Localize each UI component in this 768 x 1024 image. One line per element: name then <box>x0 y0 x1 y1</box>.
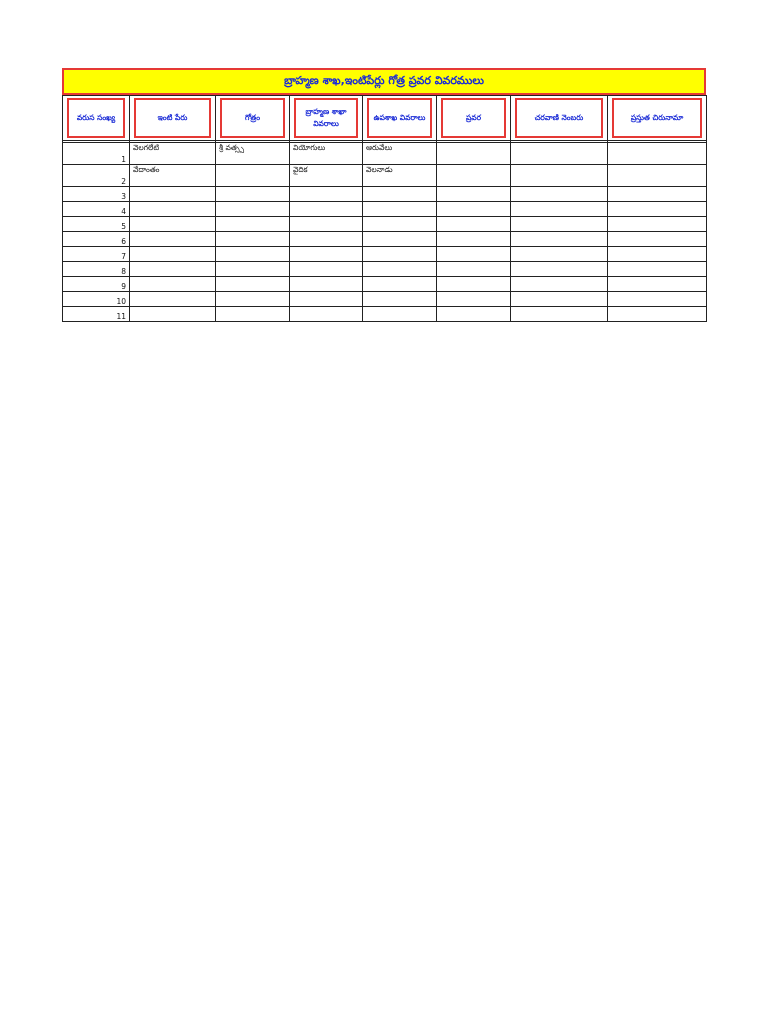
table-row <box>63 143 707 165</box>
table-cell[interactable] <box>216 277 290 292</box>
table-cell[interactable] <box>608 262 707 277</box>
table-cell[interactable] <box>511 232 608 247</box>
table-cell[interactable] <box>511 277 608 292</box>
table-cell[interactable] <box>216 307 290 322</box>
table-cell[interactable] <box>437 202 511 217</box>
table-cell[interactable]: వియోగులు <box>290 143 363 165</box>
table-row <box>63 165 707 187</box>
table-cell[interactable] <box>608 232 707 247</box>
table-cell[interactable] <box>290 277 363 292</box>
header-row <box>63 96 707 141</box>
row-number-cell[interactable]: 8 <box>63 262 130 277</box>
table-cell[interactable] <box>437 307 511 322</box>
table-cell[interactable] <box>216 217 290 232</box>
table-cell[interactable] <box>608 277 707 292</box>
table-cell[interactable] <box>290 232 363 247</box>
table-cell[interactable]: శ్రీ వత్స్స <box>216 143 290 165</box>
data-table <box>62 95 707 322</box>
table-cell[interactable] <box>130 247 216 262</box>
table-cell[interactable] <box>511 307 608 322</box>
table-cell[interactable] <box>363 277 437 292</box>
row-number-cell[interactable]: 2 <box>63 165 130 187</box>
row-number-cell[interactable]: 9 <box>63 277 130 292</box>
table-cell[interactable] <box>290 292 363 307</box>
table-cell[interactable] <box>363 217 437 232</box>
table-cell[interactable] <box>130 187 216 202</box>
header-serial-number: వరుస సంఖ్య <box>67 98 125 138</box>
table-cell[interactable] <box>437 143 511 165</box>
table-cell[interactable] <box>290 247 363 262</box>
table-row <box>63 202 707 217</box>
table-cell[interactable] <box>608 307 707 322</box>
table-row <box>63 277 707 292</box>
table-row <box>63 307 707 322</box>
table-cell[interactable] <box>216 165 290 187</box>
row-number-cell[interactable]: 6 <box>63 232 130 247</box>
table-cell[interactable] <box>216 247 290 262</box>
table-cell[interactable] <box>437 292 511 307</box>
table-cell[interactable] <box>437 165 511 187</box>
table-row <box>63 247 707 262</box>
header-phone-number: చరవాణి నెంబరు <box>515 98 603 138</box>
table-cell[interactable] <box>511 187 608 202</box>
table-cell[interactable] <box>511 202 608 217</box>
table-cell[interactable] <box>608 292 707 307</box>
row-number-cell[interactable]: 1 <box>63 143 130 165</box>
table-cell[interactable] <box>437 232 511 247</box>
table-cell[interactable] <box>290 202 363 217</box>
table-cell[interactable] <box>130 277 216 292</box>
table-cell[interactable] <box>363 307 437 322</box>
row-number-cell[interactable]: 4 <box>63 202 130 217</box>
table-cell[interactable] <box>608 247 707 262</box>
header-gotram: గోత్రం <box>220 98 285 138</box>
table-row <box>63 292 707 307</box>
sheet-title[interactable]: బ్రాహ్మణ శాఖ,ఇంటిపేర్లు గోత్ర ప్రవర వివరములు <box>62 68 706 95</box>
header-pravara: ప్రవర <box>441 98 506 138</box>
row-number-cell[interactable]: 5 <box>63 217 130 232</box>
table-cell[interactable] <box>216 232 290 247</box>
table-cell[interactable] <box>437 187 511 202</box>
table-cell[interactable] <box>511 262 608 277</box>
row-number-cell[interactable]: 3 <box>63 187 130 202</box>
header-house-name: ఇంటి పేరు <box>134 98 211 138</box>
table-cell[interactable]: వేదాంతం <box>130 165 216 187</box>
table-cell[interactable] <box>216 202 290 217</box>
table-cell[interactable] <box>363 262 437 277</box>
table-cell[interactable] <box>511 292 608 307</box>
table-cell[interactable] <box>608 143 707 165</box>
table-cell[interactable] <box>511 217 608 232</box>
table-cell[interactable] <box>511 143 608 165</box>
table-cell[interactable] <box>290 187 363 202</box>
table-cell[interactable] <box>363 247 437 262</box>
table-cell[interactable] <box>511 165 608 187</box>
table-cell[interactable] <box>130 262 216 277</box>
table-cell[interactable]: వెలగలేటి <box>130 143 216 165</box>
table-cell[interactable] <box>363 202 437 217</box>
table-cell[interactable] <box>608 202 707 217</box>
table-row <box>63 262 707 277</box>
table-cell[interactable]: వైదిక <box>290 165 363 187</box>
table-cell[interactable] <box>608 165 707 187</box>
table-cell[interactable]: వెలనాడు <box>363 165 437 187</box>
table-cell[interactable]: ఆరువేలు <box>363 143 437 165</box>
table-cell[interactable] <box>130 217 216 232</box>
table-cell[interactable] <box>437 262 511 277</box>
table-cell[interactable] <box>130 307 216 322</box>
table-cell[interactable] <box>608 187 707 202</box>
table-cell[interactable] <box>511 247 608 262</box>
table-row <box>63 187 707 202</box>
table-row <box>63 232 707 247</box>
table-cell[interactable] <box>216 187 290 202</box>
table-cell[interactable] <box>290 217 363 232</box>
header-sub-branch: ఉపశాఖ వివరాలు <box>367 98 432 138</box>
table-cell[interactable] <box>290 262 363 277</box>
row-number-cell[interactable]: 10 <box>63 292 130 307</box>
table-cell[interactable] <box>216 262 290 277</box>
spreadsheet-sheet <box>62 68 706 322</box>
table-cell[interactable] <box>437 217 511 232</box>
table-cell[interactable] <box>437 247 511 262</box>
table-cell[interactable] <box>216 292 290 307</box>
table-cell[interactable] <box>130 232 216 247</box>
table-cell[interactable] <box>363 232 437 247</box>
table-cell[interactable] <box>608 217 707 232</box>
row-number-cell[interactable]: 7 <box>63 247 130 262</box>
row-number-cell[interactable]: 11 <box>63 307 130 322</box>
table-cell[interactable] <box>130 292 216 307</box>
table-cell[interactable] <box>290 307 363 322</box>
header-current-address: ప్రస్తుత చిరునామా <box>612 98 702 138</box>
table-row <box>63 217 707 232</box>
table-cell[interactable] <box>437 277 511 292</box>
table-cell[interactable] <box>363 292 437 307</box>
table-cell[interactable] <box>130 202 216 217</box>
header-brahmin-branch: బ్రాహ్మణ శాఖా వివరాలు <box>294 98 358 138</box>
table-cell[interactable] <box>363 187 437 202</box>
